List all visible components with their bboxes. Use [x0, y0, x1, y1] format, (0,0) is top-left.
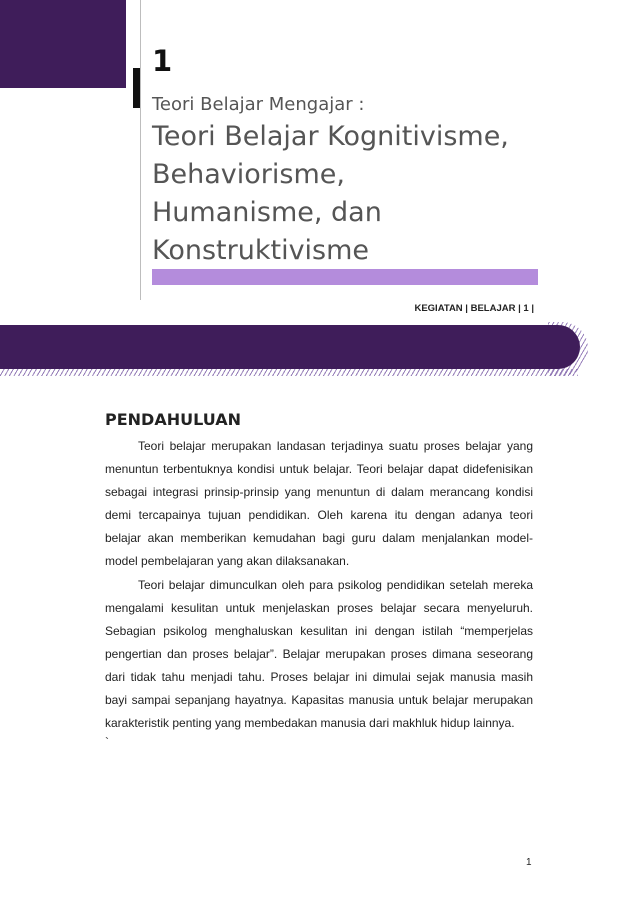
header-purple-block: [0, 0, 126, 88]
chapter-title-line: Teori Belajar Kognitivisme,: [152, 121, 509, 152]
chapter-title: [152, 118, 509, 270]
page-number: 1: [526, 857, 532, 868]
chapter-number: 1: [152, 44, 173, 78]
chapter-title-line: Behaviorisme,: [152, 159, 345, 190]
section-banner: [0, 325, 580, 369]
chapter-subtitle: Teori Belajar Mengajar :: [152, 94, 365, 115]
body-paragraph: Teori belajar merupakan landasan terjadinya suatu proses belajar yang menuntun terbentuknya kondisi untuk belajar. Teori belajar dapat didefenisikan sebagai integrasi prinsip-prinsip yang menuntun di dalam merancang kondisi demi tercapainya tujuan pendidikan. Oleh karena itu dengan adanya teori belajar akan memberikan kemudahan bagi guru dalam menjalankan model-model pembelajaran yang akan dilaksanakan.: [105, 439, 533, 569]
body-paragraph: Teori belajar dimunculkan oleh para psikolog pendidikan setelah mereka mengalami kesulitan untuk menjelaskan proses belajar secara menyeluruh. Sebagian psikolog menghaluskan kesulitan ini dengan istilah “memperjelas pengertian dan proses belajar”. Belajar merupakan proses dimana seseorang dari tidak tahu menjadi tahu. Proses belajar ini dimulai sejak manusia masih bayi sampai sepanjang hayatnya. Kapasitas manusia untuk belajar merupakan karakteristik penting yang membedakan manusia dari makhluk hidup lainnya.: [105, 577, 533, 731]
body-text: [105, 435, 533, 749]
chapter-marker-bar: [133, 68, 140, 108]
trailing-mark: `: [105, 735, 109, 750]
title-accent-bar: [152, 269, 538, 285]
section-heading: PENDAHULUAN: [105, 410, 241, 429]
banner-hatch-stripe: [0, 369, 578, 376]
chapter-title-line: Humanisme, dan: [152, 197, 382, 228]
header-vertical-rule: [140, 0, 141, 300]
activity-label: KEGIATAN | BELAJAR | 1 |: [414, 303, 534, 314]
chapter-title-line: Konstruktivisme: [152, 235, 370, 266]
